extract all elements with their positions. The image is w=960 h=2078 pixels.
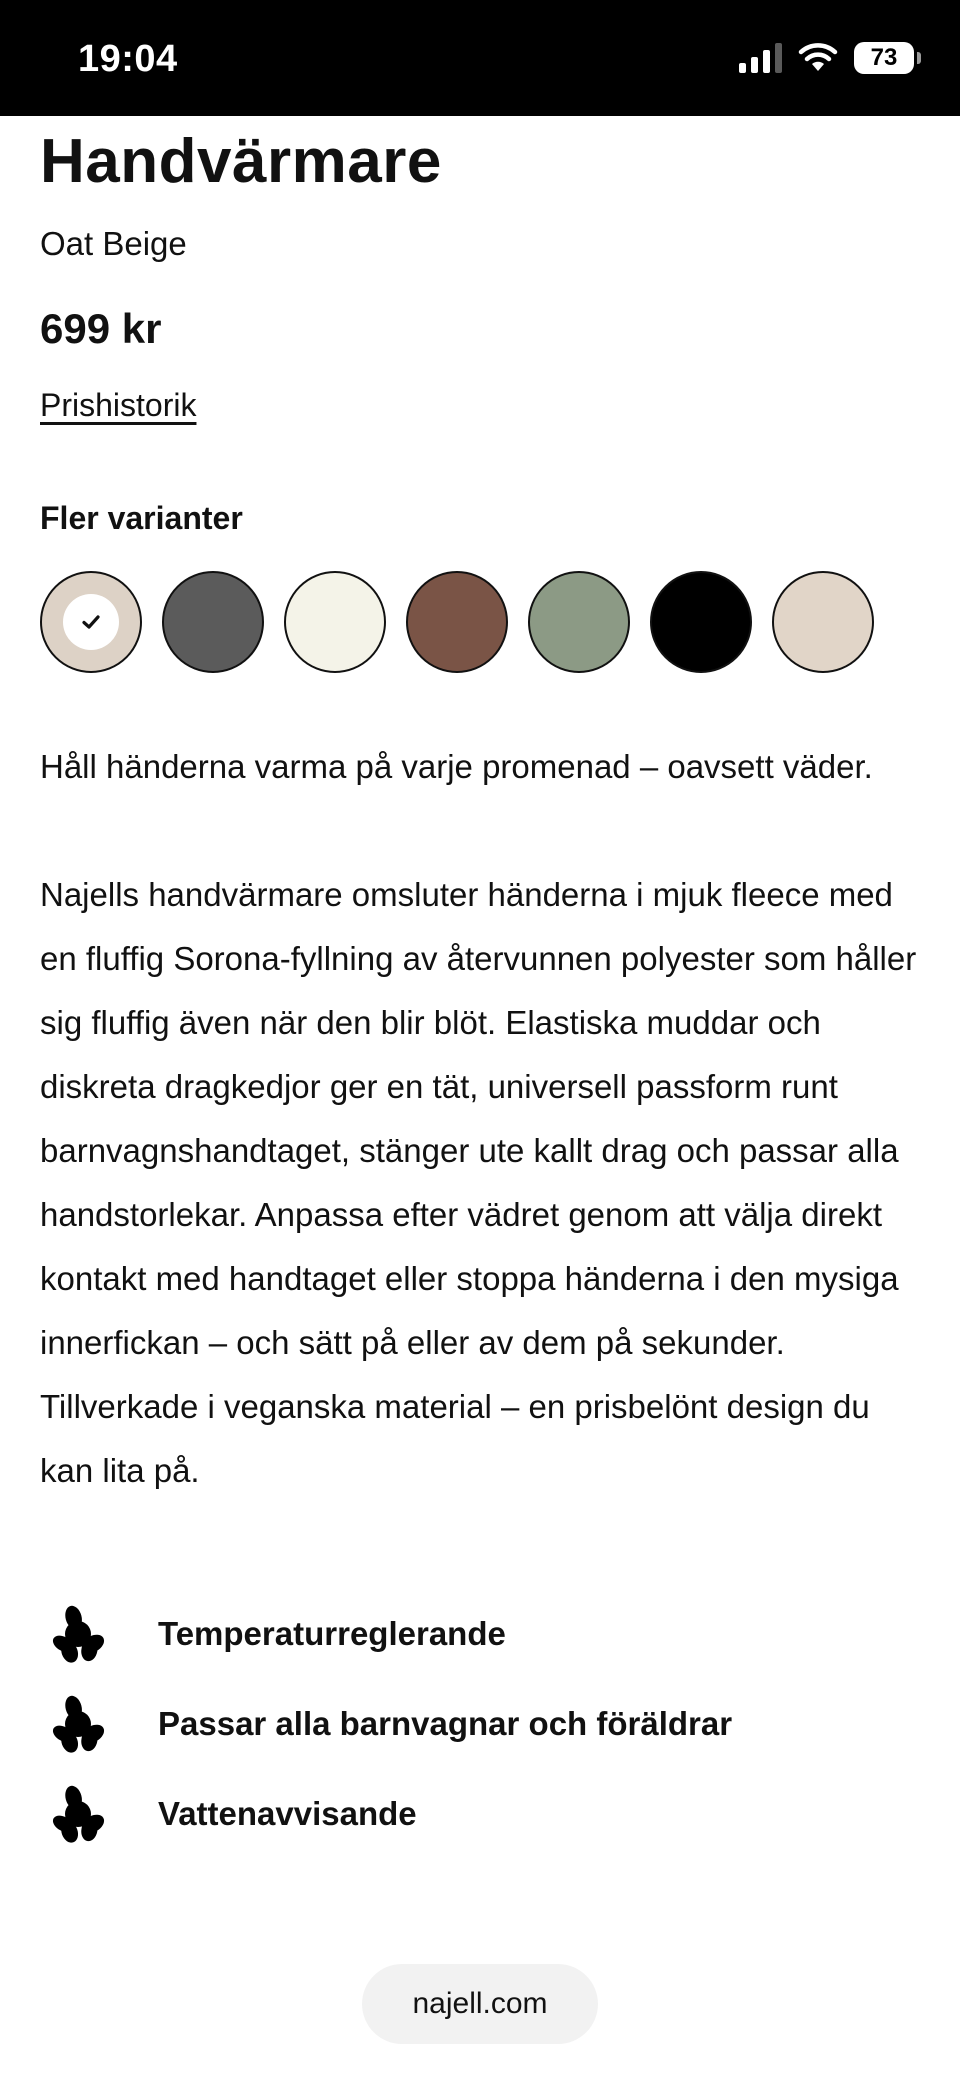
product-title: Handvärmare (40, 127, 442, 196)
product-description (40, 735, 920, 1503)
product-color-name: Oat Beige (40, 225, 187, 263)
variant-swatch[interactable] (772, 571, 874, 673)
product-price: 699 kr (40, 305, 162, 353)
status-icons (739, 42, 914, 74)
feature-item (40, 1679, 920, 1769)
variant-swatch[interactable] (650, 571, 752, 673)
variant-swatch-selected[interactable] (40, 571, 142, 673)
price-history-link[interactable]: Prishistorik (40, 387, 197, 424)
wifi-icon (798, 43, 838, 73)
feature-label: Passar alla barnvagnar och föräldrar (158, 1705, 733, 1743)
feature-list (40, 1589, 920, 1859)
variants-label: Fler varianter (40, 500, 243, 537)
signal-icon (739, 43, 782, 73)
status-bar (0, 0, 960, 116)
description-paragraph: Håll händerna varma på varje promenad – oavsett väder. (40, 748, 873, 786)
feature-item (40, 1589, 920, 1679)
browser-url-bar[interactable]: najell.com (362, 1964, 598, 2044)
feature-item (40, 1769, 920, 1859)
splat-icon (46, 1782, 110, 1846)
status-time: 19:04 (78, 38, 178, 80)
splat-icon (46, 1692, 110, 1756)
feature-label: Temperaturreglerande (158, 1615, 506, 1653)
variant-swatch[interactable] (284, 571, 386, 673)
selected-indicator (63, 594, 119, 650)
product-detail (40, 116, 920, 1859)
checkmark-icon (79, 610, 103, 634)
description-paragraph: Najells handvärmare omsluter händerna i mjuk fleece med en fluffig Sorona-fyllning av återvunnen polyester som håller sig fluffig även när den blir blöt. Elastiska muddar och diskreta dragkedjor ger en tät, universell passform runt barnvagnshandtaget, stänger ute kallt drag och passar alla handstorlekar. Anpassa efter vädret genom att välja direkt kontakt med handtaget eller stoppa händerna i den mysiga innerfickan – och sätt på eller av dem på sekunder. Tillverkade i veganska material – en prisbelönt design du kan lita på. (40, 876, 917, 1490)
feature-label: Vattenavvisande (158, 1795, 417, 1833)
variant-swatch[interactable] (162, 571, 264, 673)
variant-swatches (40, 571, 920, 673)
splat-icon (46, 1602, 110, 1666)
battery-icon: 73 (854, 42, 914, 74)
variant-swatch[interactable] (406, 571, 508, 673)
variant-swatch[interactable] (528, 571, 630, 673)
